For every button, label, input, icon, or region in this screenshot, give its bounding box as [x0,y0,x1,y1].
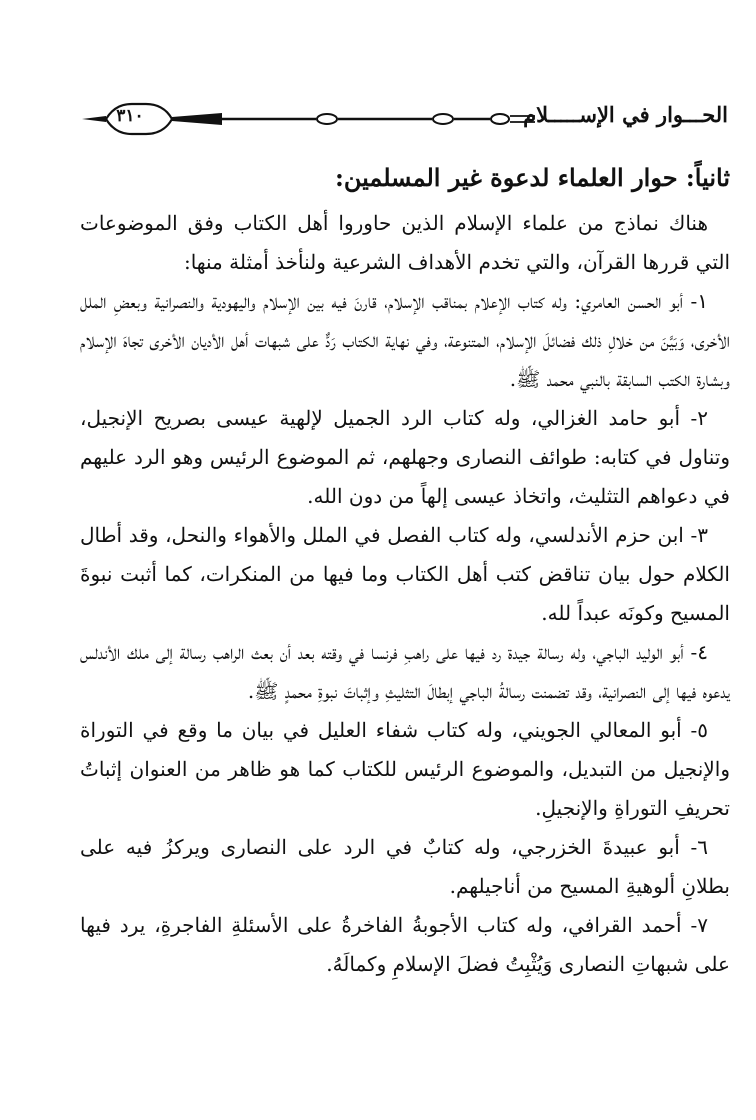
section-heading: ثانياً: حوار العلماء لدعوة غير المسلمين: [334,163,730,192]
list-item-5: ٥- أبو المعالي الجويني، وله كتاب شفاء العليل في بيان ما وقع في التوراة والإنجيل من التبديل، والموضوع الرئيس للكتاب كما هو ظاهر من العنوان إثباتُ تحريفِ التوراةِ والإنجيلِ. [80,718,730,820]
page-number: ٣١٠ [116,106,144,126]
running-title: الحـــوار في الإســـــلام [523,102,728,127]
list-item-4: ٤- أبو الوليد الباجي، وله رسالة جيدة رد فيها على راهبِ فرنسا في وقته بعد أن بعث الراهب رسالة إلى ملك الأندلس يدعوه فيها إلى النصرانية، وقد تضمنت رسالةُ الباجي إبطالَ التثليثِ وإثباتَ نبوةِ محمدٍ ﷺ. [80,640,730,703]
intro-paragraph: هناك نماذج من علماء الإسلام الذين حاوروا أهل الكتاب وفق الموضوعات التي قررها القرآن، والتي تخدم الأهداف الشرعية ولنأخذ أمثلة منها: [80,211,730,274]
page-body [80,158,730,984]
list-item-2: ٢- أبو حامد الغزالي، وله كتاب الرد الجميل لإلهية عيسى بصريح الإنجيل، وتناول في كتابه: طوائف النصارى وجهلهم، ثم الموضوع الرئيس وهو الرد عليهم في دعواهم التثليث، واتخاذ عيسى إلهاً من دون الله. [80,406,730,508]
list-item-7: ٧- أحمد القرافي، وله كتاب الأجوبةُ الفاخرةُ على الأسئلةِ الفاجرةِ، يرد فيها على شبهاتِ النصارى وَيُثْبِتُ فضلَ الإسلامِ وكمالَهُ. [80,913,730,976]
list-item-3: ٣- ابن حزم الأندلسي، وله كتاب الفصل في الملل والأهواء والنحل، وقد أطال الكلام حول بيان تناقض كتب أهل الكتاب وما فيها من المنكرات، كما أثبت نبوةَ المسيح وكونَه عبداً لله. [80,523,730,625]
list-item-1: ١- أبو الحسن العامري: وله كتاب الإعلام بمناقب الإسلام، قارنَ فيه بين الإسلام واليهودية والنصرانية وبعضِ الملل الأخرى، وَبَيَّنَ من خلالِ ذلك فضائلَ الإسلام، المتنوعة، وفي نهاية الكتاب رَدٌّ على شبهات أهل الأديان الأخرى تجاهَ الإسلام وبشارة الكتب السابقة بالنبي محمد ﷺ. [80,289,730,391]
list-item-6: ٦- أبو عبيدةَ الخزرجي، وله كتابٌ في الرد على النصارى ويركزُ فيه على بطلانِ ألوهيةِ المسيح من أناجيلهم. [80,835,730,898]
running-header [80,98,728,142]
